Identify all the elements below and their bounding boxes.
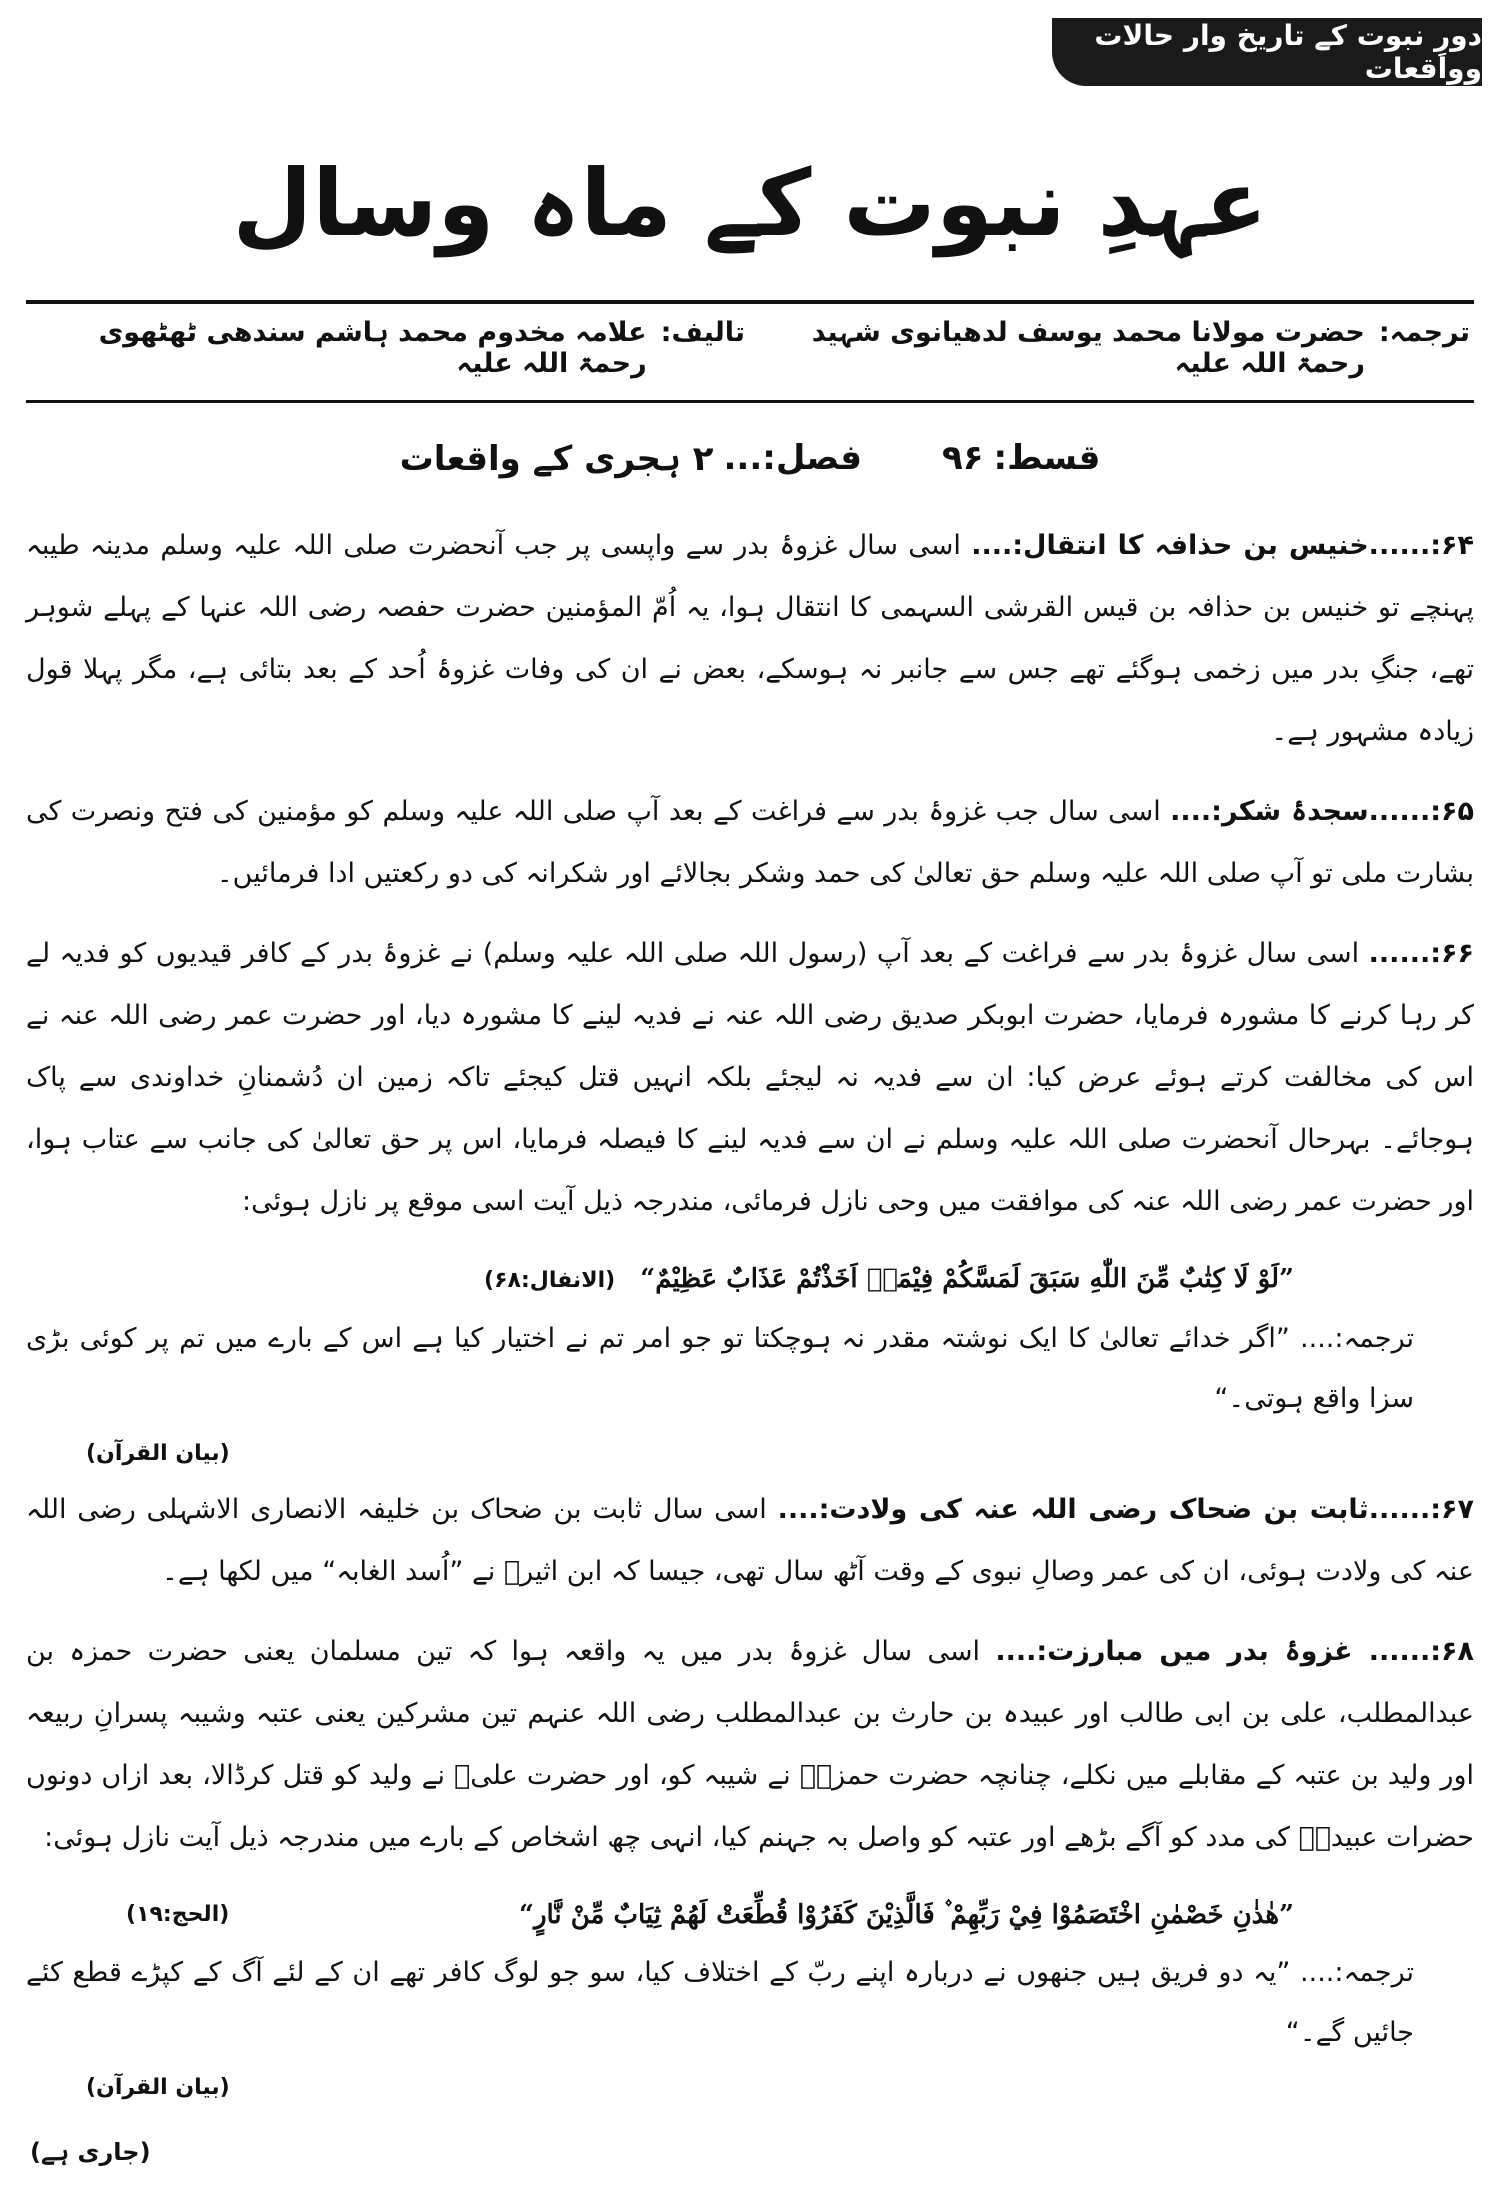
installment-line — [0, 438, 1500, 479]
qist-number: ۹۶ — [941, 438, 984, 478]
installment-number — [942, 438, 1100, 479]
chapter-title — [400, 438, 862, 479]
title-rule — [26, 300, 1474, 304]
section-66 — [26, 923, 1474, 1479]
section-text: اسی سال غزوۂ بدر میں یہ واقعہ ہوا کہ تین مسلمان یعنی حضرت حمزہ بن عبدالمطلب، علی بن ابی طالب اور عبیدہ بن حارث بن عبدالمطلب رضی اللہ عنہم تین مشرکین یعنی عتبہ وشیبہ پسرانِ ربیعہ اور ولید بن عتبہ کے مقابلے میں نکلے، چنانچہ حضرت حمزہؓ نے شیبہ کو، اور حضرت علیؓ نے ولید کو قتل کرڈالا، بعد ازاں دونوں حضرات عبیدہؓ کی مدد کو آگے بڑھے اور عتبہ کو واصل بہ جہنم کیا، انہی چھ اشخاص کے بارے میں مندرجہ ذیل آیت نازل ہوئی: — [26, 1636, 1474, 1853]
author-label: تالیف: — [660, 317, 746, 348]
section-text: اسی سال جب غزوۂ بدر سے فراغت کے بعد آپ صلی اللہ علیہ وسلم کو مؤمنین کی فتح ونصرت کی بشارت ملی تو آپ صلی اللہ علیہ وسلم حق تعالیٰ کی حمد وشکر بجالائے اور شکرانہ کی دو رکعتیں ادا فرمائیں۔ — [26, 796, 1474, 889]
section-67 — [26, 1479, 1474, 1603]
section-65 — [26, 781, 1474, 905]
section-heading: ۶۴:......خنیس بن حذافہ کا انتقال:.... — [971, 530, 1474, 561]
translation-label: ترجمہ:.... — [1300, 1323, 1414, 1354]
credits-rule — [26, 400, 1474, 403]
translator-name: حضرت مولانا محمد یوسف لدھیانوی شہید رحمۃ اللہ علیہ — [811, 317, 1365, 379]
section-64 — [26, 515, 1474, 763]
credits-row — [30, 318, 1470, 378]
translation-text: ”اگر خدائے تعالیٰ کا ایک نوشتہ مقدر نہ ہوچکتا تو جو امر تم نے اختیار کیا ہے اس کے بارے میں تم پر کوئی بڑی سزا واقع ہوتی۔“ — [26, 1323, 1414, 1414]
section-paragraph — [26, 1621, 1474, 1869]
article-title: عہدِ نبوت کے ماہ وسال — [232, 150, 1268, 257]
section-heading: ۶۶:...... — [1368, 938, 1474, 969]
continued-note: (جاری ہے) — [30, 2138, 151, 2166]
quran-verse — [26, 1251, 1474, 1309]
quran-verse — [26, 1887, 1474, 1943]
translation-label: ترجمہ:.... — [1300, 1957, 1414, 1988]
translation-source: (بیان القرآن) — [86, 1441, 230, 1466]
author-name: علامہ مخدوم محمد ہاشم سندھی ٹھٹھوی رحمۃ اللہ علیہ — [98, 317, 647, 379]
series-header-text: دورِ نبوت کے تاریخ وار حالات وواقعات — [1094, 19, 1482, 85]
translation-text: ”یہ دو فریق ہیں جنھوں نے دربارہ اپنے ربّ کے اختلاف کیا، سو جو لوگ کافر تھے ان کے لئے آگ کے کپڑے قطع کئے جائیں گے۔“ — [26, 1957, 1414, 2048]
series-header-tab — [1052, 18, 1482, 86]
fasl-title: ۲ ہجری کے واقعات — [399, 439, 714, 479]
verse-reference: (الحج:۱۹) — [126, 1902, 230, 1927]
section-text: اسی سال ثابت بن ضحاک بن خلیفہ الانصاری الاشہلی رضی اللہ عنہ کی ولادت ہوئی، ان کی عمر وصالِ نبوی کے وقت آٹھ سال تھی، جیسا کہ ابن اثیرؒ نے ”اُسد الغابہ“ میں لکھا ہے۔ — [26, 1494, 1474, 1587]
section-text: اسی سال غزوۂ بدر سے واپسی پر جب آنحضرت صلی اللہ علیہ وسلم مدینہ طیبہ پہنچے تو خنیس بن حذافہ بن قیس القرشی السہمی کا انتقال ہوا، یہ اُمّ المؤمنین حضرت حفصہ رضی اللہ عنہا کے پہلے شوہر تھے، جنگِ بدر میں زخمی ہوگئے تھے جس سے جانبر نہ ہوسکے، بعض نے ان کی وفات غزوۂ اُحد کے بعد بتائی ہے، مگر پہلا قول زیادہ مشہور ہے۔ — [26, 530, 1474, 747]
verse-translation — [26, 1309, 1474, 1429]
section-text: اسی سال غزوۂ بدر سے فراغت کے بعد آپ (رسول اللہ صلی اللہ علیہ وسلم) نے غزوۂ بدر کے کافر قیدیوں کو فدیہ لے کر رہا کرنے کا مشورہ فرمایا، حضرت ابوبکر صدیق رضی اللہ عنہ نے فدیہ لینے کا مشورہ دیا، اور حضرت عمر رضی اللہ عنہ نے اس کی مخالفت کرتے ہوئے عرض کیا: ان سے فدیہ نہ لیجئے بلکہ انہیں قتل کیجئے تاکہ زمین ان دُشمنانِ خداوندی سے پاک ہوجائے۔ بہرحال آنحضرت صلی اللہ علیہ وسلم نے ان سے فدیہ لینے کا فیصلہ فرمایا، اس پر حق تعالیٰ کی جانب سے عتاب ہوا، اور حضرت عمر رضی اللہ عنہ کی موافقت میں وحی نازل فرمائی، مندرجہ ذیل آیت اسی موقع پر نازل ہوئی: — [26, 938, 1474, 1217]
section-heading: ۶۵:......سجدۂ شکر:.... — [1170, 796, 1474, 827]
article-body — [26, 515, 1474, 2113]
verse-reference: (الانفال:۶۸) — [484, 1268, 616, 1293]
section-heading: ۶۸:...... غزوۂ بدر میں مبارزت:.... — [995, 1636, 1474, 1667]
translator-credit — [745, 317, 1470, 379]
section-heading: ۶۷:......ثابت بن ضحاک رضی اللہ عنہ کی ولادت:.... — [777, 1494, 1475, 1525]
translator-label: ترجمہ: — [1378, 317, 1470, 348]
author-credit — [30, 317, 745, 379]
fasl-label: فصل:... — [723, 438, 862, 478]
translation-source: (بیان القرآن) — [86, 2075, 230, 2100]
verse-text: ”لَوْ لَا كِتٰبٌ مِّنَ اللّٰهِ سَبَقَ لَمَسَّكُمْ فِيْمَاۤ اَخَذْتُمْ عَذَابٌ عَظِيْمٌ“ — [640, 1264, 1294, 1294]
section-68 — [26, 1621, 1474, 2113]
section-paragraph — [26, 923, 1474, 1233]
verse-text: ”هٰذٰنِ خَصْمٰنِ اخْتَصَمُوْا فِيْ رَبِّهِمْ ۫ فَالَّذِيْنَ كَفَرُوْا قُطِّعَتْ لَهُمْ ثِيَابٌ مِّنْ نَّارٍ“ — [519, 1900, 1294, 1930]
qist-label: قسط: — [993, 438, 1101, 478]
verse-translation — [26, 1943, 1474, 2063]
